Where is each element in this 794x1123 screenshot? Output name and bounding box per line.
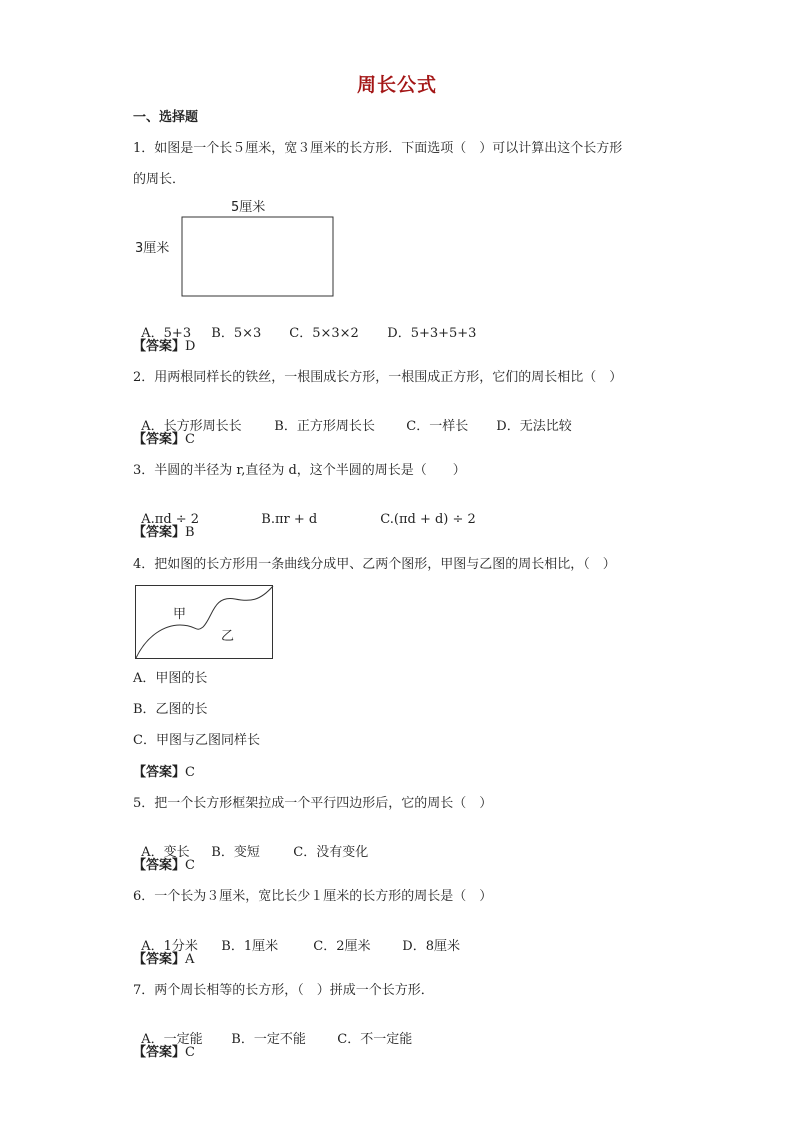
section-heading: 一、选择题 <box>133 110 199 125</box>
question-3-stem: 3．半圆的半径为 r,直径为 d，这个半圆的周长是（ ） <box>133 463 466 478</box>
option-d[interactable]: D．8厘米 <box>402 939 460 954</box>
option-d[interactable]: D．5+3+5+3 <box>387 326 477 341</box>
question-1-answer <box>133 338 195 356</box>
question-5-answer <box>133 857 195 875</box>
question-4-answer <box>133 764 195 782</box>
question-5-stem: 5．把一个长方形框架拉成一个平行四边形后，它的周长（ ） <box>133 796 493 811</box>
option-c[interactable]: C.(πd + d) ÷ 2 <box>380 512 476 527</box>
option-a[interactable]: A．一定能 <box>141 1032 203 1047</box>
question-2-options <box>133 400 572 436</box>
question-7-stem: 7．两个周长相等的长方形，（ ）拼成一个长方形． <box>133 983 434 998</box>
rect-top-label: 5厘米 <box>231 200 266 215</box>
answer-label: 【答案】 <box>133 339 186 354</box>
region-jia-label: 甲 <box>173 607 187 622</box>
option-b[interactable]: B．5×3 <box>211 326 262 341</box>
question-4-option-a[interactable]: A．甲图的长 <box>133 671 208 686</box>
option-c[interactable]: C．不一定能 <box>337 1032 413 1047</box>
question-3-answer <box>133 524 195 542</box>
question-6-answer <box>133 951 194 969</box>
question-2-stem: 2．用两根同样长的铁丝，一根围成长方形，一根围成正方形，它们的周长相比（ ） <box>133 370 623 385</box>
rect-left-label: 3厘米 <box>135 241 170 256</box>
option-a[interactable]: A.πd ÷ 2 <box>141 512 200 527</box>
answer-value: C <box>185 858 195 873</box>
answer-label: 【答案】 <box>133 525 186 540</box>
dividing-curve <box>136 586 273 658</box>
option-c[interactable]: C．5×3×2 <box>289 326 359 341</box>
option-b[interactable]: B.πr + d <box>261 512 318 527</box>
rectangle-shape <box>182 217 333 296</box>
answer-label: 【答案】 <box>133 765 186 780</box>
answer-value: C <box>185 765 195 780</box>
question-1-stem: 1．如图是一个长５厘米，宽３厘米的长方形．下面选项（ ）可以计算出这个长方形 <box>133 141 623 156</box>
option-a[interactable]: A．长方形周长长 <box>141 419 242 434</box>
curve-rectangle-figure <box>135 585 275 661</box>
rectangle-figure <box>133 195 393 295</box>
option-b[interactable]: B．正方形周长长 <box>274 419 375 434</box>
answer-value: C <box>185 1045 195 1060</box>
answer-value: C <box>185 432 195 447</box>
question-4-option-c[interactable]: C．甲图与乙图同样长 <box>133 733 260 748</box>
outer-rectangle <box>136 586 273 659</box>
answer-label: 【答案】 <box>133 432 186 447</box>
question-4-option-b[interactable]: B．乙图的长 <box>133 702 208 717</box>
option-b[interactable]: B．一定不能 <box>231 1032 306 1047</box>
answer-value: A <box>185 952 195 967</box>
option-a[interactable]: A．5+3 <box>141 326 192 341</box>
answer-value: B <box>185 525 195 540</box>
answer-label: 【答案】 <box>133 858 186 873</box>
option-b[interactable]: B．变短 <box>211 845 260 860</box>
region-yi-label: 乙 <box>221 629 235 644</box>
answer-label: 【答案】 <box>133 952 186 967</box>
question-2-answer <box>133 431 195 449</box>
option-b[interactable]: B．1厘米 <box>221 939 279 954</box>
option-c[interactable]: C．没有变化 <box>293 845 369 860</box>
option-d[interactable]: D．无法比较 <box>496 419 572 434</box>
answer-value: D <box>185 339 196 354</box>
option-c[interactable]: C．2厘米 <box>313 939 371 954</box>
option-a[interactable]: A．1分米 <box>141 939 198 954</box>
question-7-answer <box>133 1044 195 1062</box>
answer-label: 【答案】 <box>133 1045 186 1060</box>
option-c[interactable]: C．一样长 <box>406 419 469 434</box>
question-6-stem: 6．一个长为３厘米，宽比长少１厘米的长方形的周长是（ ） <box>133 889 493 904</box>
question-1-stem-cont: 的周长． <box>133 172 186 187</box>
option-a[interactable]: A．变长 <box>141 845 190 860</box>
page-title: 周长公式 <box>356 74 437 96</box>
question-4-stem: 4．把如图的长方形用一条曲线分成甲、乙两个图形，甲图与乙图的周长相比，（ ） <box>133 557 616 572</box>
